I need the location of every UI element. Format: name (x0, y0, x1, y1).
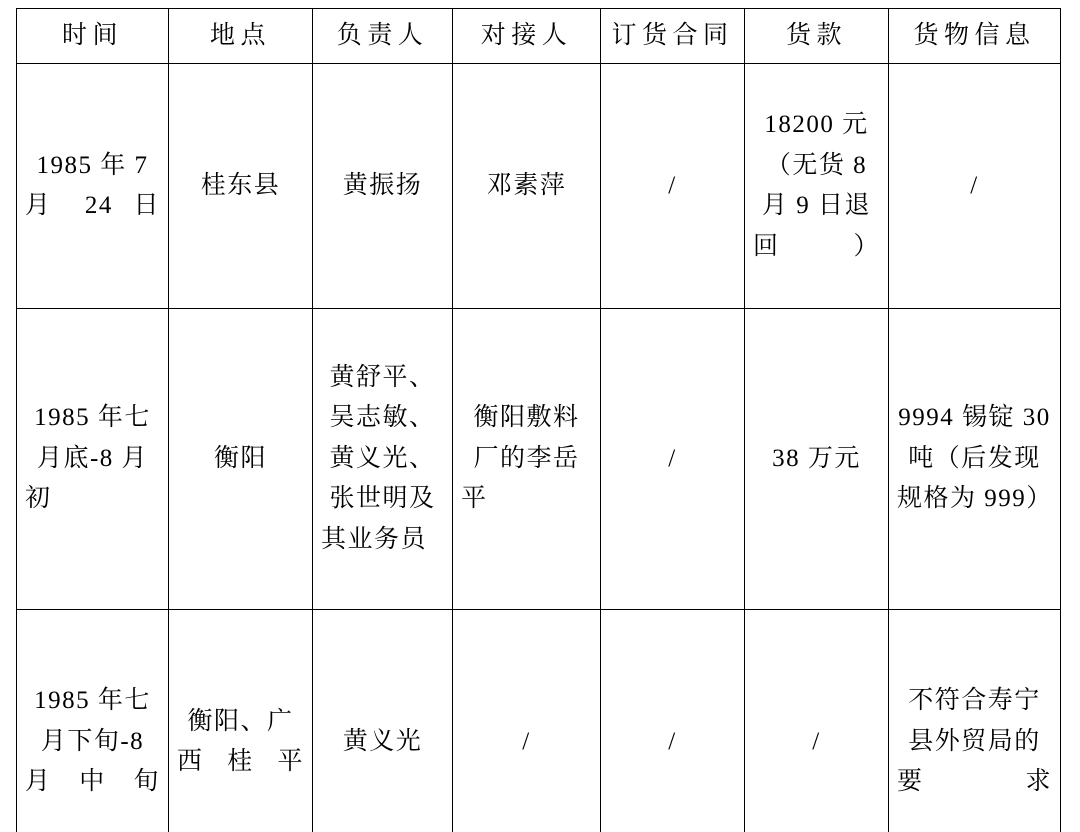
table-row (17, 309, 1061, 610)
cell-payment: 38 万元 (745, 309, 889, 610)
cell-place: 衡阳、广西桂平 (169, 610, 313, 832)
cell-payment: 18200 元（无货 8 月 9 日退回） (745, 64, 889, 309)
cell-contact: 衡阳敷料厂的李岳平 (453, 309, 601, 610)
records-table (16, 8, 1061, 832)
table-row (17, 64, 1061, 309)
cell-manager: 黄舒平、吴志敏、黄义光、张世明及其业务员 (313, 309, 453, 610)
cell-time: 1985 年七月底-8 月初 (17, 309, 169, 610)
cell-goods: 9994 锡锭 30 吨（后发现规格为 999） (889, 309, 1061, 610)
cell-contract: / (601, 610, 745, 832)
column-header-goods: 货物信息 (889, 9, 1061, 64)
cell-manager: 黄义光 (313, 610, 453, 832)
column-header-place: 地点 (169, 9, 313, 64)
column-header-time: 时间 (17, 9, 169, 64)
table-row (17, 610, 1061, 832)
column-header-contact: 对接人 (453, 9, 601, 64)
cell-time: 1985 年七月下旬-8 月中旬 (17, 610, 169, 832)
cell-payment: / (745, 610, 889, 832)
cell-contract: / (601, 309, 745, 610)
cell-contract: / (601, 64, 745, 309)
cell-contact: 邓素萍 (453, 64, 601, 309)
column-header-contract: 订货合同 (601, 9, 745, 64)
cell-goods: 不符合寿宁县外贸局的要求 (889, 610, 1061, 832)
cell-goods: / (889, 64, 1061, 309)
cell-contact: / (453, 610, 601, 832)
cell-place: 衡阳 (169, 309, 313, 610)
table-header-row (17, 9, 1061, 64)
column-header-manager: 负责人 (313, 9, 453, 64)
cell-place: 桂东县 (169, 64, 313, 309)
column-header-payment: 货款 (745, 9, 889, 64)
cell-manager: 黄振扬 (313, 64, 453, 309)
cell-time: 1985 年 7 月 24 日 (17, 64, 169, 309)
